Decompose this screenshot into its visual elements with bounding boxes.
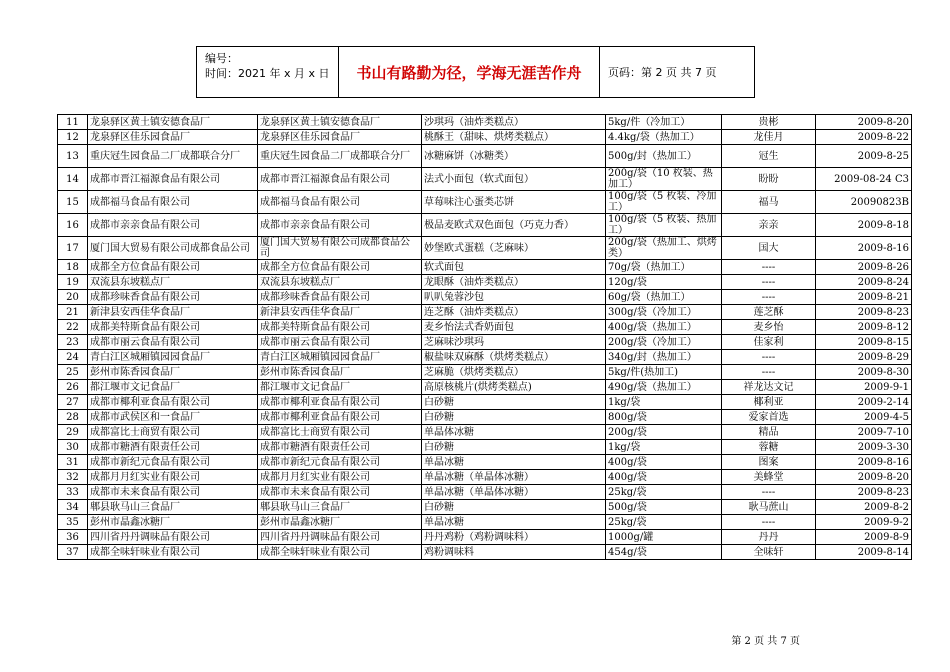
product-name-cell: 桃酥王（甜味、烘烤类糕点） bbox=[422, 130, 606, 145]
table-row bbox=[58, 545, 912, 560]
row-number-cell: 12 bbox=[58, 130, 88, 145]
table-row bbox=[58, 275, 912, 290]
brand-cell: 美蜂堂 bbox=[722, 470, 816, 485]
producer-cell: 龙泉驿区黄土镇安德食品厂 bbox=[258, 115, 422, 130]
spec-cell: 500g/袋 bbox=[606, 500, 722, 515]
product-name-cell: 法式小面包（软式面包） bbox=[422, 168, 606, 191]
spec-cell: 1kg/袋 bbox=[606, 440, 722, 455]
company-cell: 四川省丹丹调味品有限公司 bbox=[88, 530, 258, 545]
production-date-cell: 2009-8-30 bbox=[816, 365, 912, 380]
row-number-cell: 37 bbox=[58, 545, 88, 560]
production-date-cell: 2009-8-12 bbox=[816, 320, 912, 335]
spec-cell: 400g/袋 bbox=[606, 455, 722, 470]
company-cell: 成都全方位食品有限公司 bbox=[88, 260, 258, 275]
row-number-cell: 26 bbox=[58, 380, 88, 395]
brand-cell: 亲亲 bbox=[722, 214, 816, 237]
spec-cell: 340g/封（热加工） bbox=[606, 350, 722, 365]
producer-cell: 厦门国大贸易有限公司成都食品公司 bbox=[258, 237, 422, 260]
spec-cell: 60g/袋（热加工） bbox=[606, 290, 722, 305]
row-number-cell: 20 bbox=[58, 290, 88, 305]
table-row bbox=[58, 335, 912, 350]
producer-cell: 成都市椰利亚食品有限公司 bbox=[258, 410, 422, 425]
table-row bbox=[58, 305, 912, 320]
table-row bbox=[58, 260, 912, 275]
product-name-cell: 单晶冰糖 bbox=[422, 515, 606, 530]
table-row bbox=[58, 455, 912, 470]
brand-cell: ---- bbox=[722, 365, 816, 380]
company-cell: 彭州市晶鑫冰糖厂 bbox=[88, 515, 258, 530]
row-number-cell: 23 bbox=[58, 335, 88, 350]
production-date-cell: 2009-8-22 bbox=[816, 130, 912, 145]
spec-cell: 25kg/袋 bbox=[606, 485, 722, 500]
spec-cell: 25kg/袋 bbox=[606, 515, 722, 530]
product-name-cell: 椒盐味双麻酥（烘烤类糕点） bbox=[422, 350, 606, 365]
spec-cell: 1000g/罐 bbox=[606, 530, 722, 545]
brand-cell: ---- bbox=[722, 275, 816, 290]
producer-cell: 郫县耿马山三食品厂 bbox=[258, 500, 422, 515]
producer-cell: 成都市丽云食品有限公司 bbox=[258, 335, 422, 350]
production-date-cell: 2009-9-1 bbox=[816, 380, 912, 395]
table-row bbox=[58, 320, 912, 335]
spec-cell: 490g/袋（热加工） bbox=[606, 380, 722, 395]
production-date-cell: 20090823B bbox=[816, 191, 912, 214]
row-number-cell: 19 bbox=[58, 275, 88, 290]
company-cell: 成都市未来食品有限公司 bbox=[88, 485, 258, 500]
table-row bbox=[58, 214, 912, 237]
spec-cell: 100g/袋（5 枚装、冷加工） bbox=[606, 191, 722, 214]
brand-cell: 龙佳月 bbox=[722, 130, 816, 145]
producer-cell: 成都富比士商贸有限公司 bbox=[258, 425, 422, 440]
row-number-cell: 29 bbox=[58, 425, 88, 440]
row-number-cell: 27 bbox=[58, 395, 88, 410]
table-row bbox=[58, 191, 912, 214]
product-name-cell: 单晶冰糖 bbox=[422, 455, 606, 470]
table-row bbox=[58, 290, 912, 305]
producer-cell: 成都市新纪元食品有限公司 bbox=[258, 455, 422, 470]
production-date-cell: 2009-8-23 bbox=[816, 305, 912, 320]
spec-cell: 200g/袋（10 枚装、热加工） bbox=[606, 168, 722, 191]
product-name-cell: 芝麻脆（烘烤类糕点） bbox=[422, 365, 606, 380]
company-cell: 龙泉驿区黄土镇安德食品厂 bbox=[88, 115, 258, 130]
row-number-cell: 33 bbox=[58, 485, 88, 500]
row-number-cell: 11 bbox=[58, 115, 88, 130]
brand-cell: 图案 bbox=[722, 455, 816, 470]
spec-cell: 200g/袋（热加工、烘烤类） bbox=[606, 237, 722, 260]
producer-cell: 成都珍味香食品有限公司 bbox=[258, 290, 422, 305]
company-cell: 成都市糖酒有限责任公司 bbox=[88, 440, 258, 455]
production-date-cell: 2009-4-5 bbox=[816, 410, 912, 425]
producer-cell: 成都市椰利亚食品有限公司 bbox=[258, 395, 422, 410]
table-row bbox=[58, 410, 912, 425]
page-code: 页码：第 2 页 共 7 页 bbox=[608, 66, 717, 79]
producer-cell: 成都全方位食品有限公司 bbox=[258, 260, 422, 275]
brand-cell: 爱家首选 bbox=[722, 410, 816, 425]
brand-cell: ---- bbox=[722, 515, 816, 530]
table-row bbox=[58, 485, 912, 500]
production-date-cell: 2009-8-16 bbox=[816, 455, 912, 470]
company-cell: 都江堰市文记食品厂 bbox=[88, 380, 258, 395]
producer-cell: 彭州市晶鑫冰糖厂 bbox=[258, 515, 422, 530]
table-row bbox=[58, 425, 912, 440]
production-date-cell: 2009-8-23 bbox=[816, 485, 912, 500]
header-motto: 书山有路勤为径，学海无涯苦作舟 bbox=[339, 47, 600, 97]
producer-cell: 都江堰市文记食品厂 bbox=[258, 380, 422, 395]
producer-cell: 成都全味轩味业有限公司 bbox=[258, 545, 422, 560]
company-cell: 成都市新纪元食品有限公司 bbox=[88, 455, 258, 470]
table-row bbox=[58, 365, 912, 380]
company-cell: 成都珍味香食品有限公司 bbox=[88, 290, 258, 305]
spec-cell: 500g/封（热加工） bbox=[606, 145, 722, 168]
product-name-cell: 单晶冰糖（单晶体冰糖） bbox=[422, 485, 606, 500]
production-date-cell: 2009-8-24 bbox=[816, 275, 912, 290]
row-number-cell: 25 bbox=[58, 365, 88, 380]
product-name-cell: 极品麦欧式双色面包（巧克力香） bbox=[422, 214, 606, 237]
row-number-cell: 16 bbox=[58, 214, 88, 237]
production-date-cell: 2009-9-2 bbox=[816, 515, 912, 530]
company-cell: 成都市武侯区和一食品厂 bbox=[88, 410, 258, 425]
company-cell: 双流县东坡糕点厂 bbox=[88, 275, 258, 290]
production-date-cell: 2009-8-15 bbox=[816, 335, 912, 350]
company-cell: 新津县安西佳华食品厂 bbox=[88, 305, 258, 320]
row-number-cell: 21 bbox=[58, 305, 88, 320]
brand-cell: 贵彬 bbox=[722, 115, 816, 130]
producer-cell: 龙泉驿区佳乐园食品厂 bbox=[258, 130, 422, 145]
product-name-cell: 白砂糖 bbox=[422, 395, 606, 410]
product-name-cell: 单晶体冰糖 bbox=[422, 425, 606, 440]
production-date-cell: 2009-8-18 bbox=[816, 214, 912, 237]
brand-cell: 丹丹 bbox=[722, 530, 816, 545]
table-row bbox=[58, 500, 912, 515]
spec-cell: 70g/袋（热加工） bbox=[606, 260, 722, 275]
product-name-cell: 高原核桃片(烘烤类糕点) bbox=[422, 380, 606, 395]
producer-cell: 彭州市陈香园食品厂 bbox=[258, 365, 422, 380]
brand-cell: 精品 bbox=[722, 425, 816, 440]
company-cell: 成都市亲亲食品有限公司 bbox=[88, 214, 258, 237]
row-number-cell: 31 bbox=[58, 455, 88, 470]
producer-cell: 青白江区城厢镇园园食品厂 bbox=[258, 350, 422, 365]
production-date-cell: 2009-3-30 bbox=[816, 440, 912, 455]
brand-cell: 耿马蔗山 bbox=[722, 500, 816, 515]
production-date-cell: 2009-8-26 bbox=[816, 260, 912, 275]
product-name-cell: 龙眼酥（油炸类糕点） bbox=[422, 275, 606, 290]
company-cell: 成都市丽云食品有限公司 bbox=[88, 335, 258, 350]
company-cell: 彭州市陈香园食品厂 bbox=[88, 365, 258, 380]
product-name-cell: 白砂糖 bbox=[422, 500, 606, 515]
product-name-cell: 叭叭兔蓉沙包 bbox=[422, 290, 606, 305]
product-name-cell: 冰糖麻饼（冰糖类） bbox=[422, 145, 606, 168]
product-name-cell: 草莓味注心蛋类芯饼 bbox=[422, 191, 606, 214]
spec-cell: 5kg/件（冷加工） bbox=[606, 115, 722, 130]
table-row bbox=[58, 530, 912, 545]
table-row bbox=[58, 440, 912, 455]
table-row bbox=[58, 237, 912, 260]
production-date-cell: 2009-8-21 bbox=[816, 290, 912, 305]
row-number-cell: 15 bbox=[58, 191, 88, 214]
company-cell: 成都全味轩味业有限公司 bbox=[88, 545, 258, 560]
spec-cell: 4.4kg/袋（热加工） bbox=[606, 130, 722, 145]
product-name-cell: 沙琪玛（油炸类糕点） bbox=[422, 115, 606, 130]
producer-cell: 成都月月红实业有限公司 bbox=[258, 470, 422, 485]
production-date-cell: 2009-8-20 bbox=[816, 470, 912, 485]
product-name-cell: 麦乡怡法式香奶面包 bbox=[422, 320, 606, 335]
brand-cell: 福马 bbox=[722, 191, 816, 214]
table-row bbox=[58, 115, 912, 130]
product-name-cell: 芝麻味沙琪玛 bbox=[422, 335, 606, 350]
table-row bbox=[58, 130, 912, 145]
production-date-cell: 2009-7-10 bbox=[816, 425, 912, 440]
product-name-cell: 单晶冰糖（单晶体冰糖） bbox=[422, 470, 606, 485]
production-date-cell: 2009-8-29 bbox=[816, 350, 912, 365]
spec-cell: 120g/袋 bbox=[606, 275, 722, 290]
brand-cell: 麦乡怡 bbox=[722, 320, 816, 335]
company-cell: 成都富比士商贸有限公司 bbox=[88, 425, 258, 440]
spec-cell: 200g/袋（冷加工） bbox=[606, 335, 722, 350]
producer-cell: 四川省丹丹调味品有限公司 bbox=[258, 530, 422, 545]
table-row bbox=[58, 145, 912, 168]
row-number-cell: 17 bbox=[58, 237, 88, 260]
product-table bbox=[57, 114, 912, 560]
row-number-cell: 24 bbox=[58, 350, 88, 365]
spec-cell: 400g/袋（热加工） bbox=[606, 320, 722, 335]
company-cell: 青白江区城厢镇园园食品厂 bbox=[88, 350, 258, 365]
production-date-cell: 2009-08-24 C3 bbox=[816, 168, 912, 191]
row-number-cell: 22 bbox=[58, 320, 88, 335]
brand-cell: 佳家利 bbox=[722, 335, 816, 350]
brand-cell: 椰利亚 bbox=[722, 395, 816, 410]
company-cell: 厦门国大贸易有限公司成都食品公司 bbox=[88, 237, 258, 260]
table-row bbox=[58, 380, 912, 395]
row-number-cell: 32 bbox=[58, 470, 88, 485]
spec-cell: 800g/袋 bbox=[606, 410, 722, 425]
product-name-cell: 妙堡欧式蛋糕（芝麻味） bbox=[422, 237, 606, 260]
spec-cell: 5kg/件(热加工) bbox=[606, 365, 722, 380]
row-number-cell: 28 bbox=[58, 410, 88, 425]
table-row bbox=[58, 470, 912, 485]
page-footer: 第 2 页 共 7 页 bbox=[731, 636, 800, 647]
row-number-cell: 13 bbox=[58, 145, 88, 168]
product-name-cell: 白砂糖 bbox=[422, 410, 606, 425]
production-date-cell: 2009-8-9 bbox=[816, 530, 912, 545]
row-number-cell: 18 bbox=[58, 260, 88, 275]
producer-cell: 成都市糖酒有限责任公司 bbox=[258, 440, 422, 455]
producer-cell: 双流县东坡糕点厂 bbox=[258, 275, 422, 290]
company-cell: 成都市椰利亚食品有限公司 bbox=[88, 395, 258, 410]
company-cell: 龙泉驿区佳乐园食品厂 bbox=[88, 130, 258, 145]
header-meta bbox=[197, 47, 339, 97]
table-row bbox=[58, 350, 912, 365]
production-date-cell: 2009-8-25 bbox=[816, 145, 912, 168]
producer-cell: 成都福马食品有限公司 bbox=[258, 191, 422, 214]
brand-cell: ---- bbox=[722, 350, 816, 365]
brand-cell: ---- bbox=[722, 290, 816, 305]
product-name-cell: 白砂糖 bbox=[422, 440, 606, 455]
table-row bbox=[58, 515, 912, 530]
brand-cell: ---- bbox=[722, 260, 816, 275]
spec-cell: 100g/袋（5 枚装、热加工） bbox=[606, 214, 722, 237]
brand-cell: 蓉糖 bbox=[722, 440, 816, 455]
product-name-cell: 软式面包 bbox=[422, 260, 606, 275]
brand-cell: 莲芝酥 bbox=[722, 305, 816, 320]
spec-cell: 300g/袋（冷加工） bbox=[606, 305, 722, 320]
company-cell: 成都月月红实业有限公司 bbox=[88, 470, 258, 485]
table-row bbox=[58, 395, 912, 410]
company-cell: 重庆冠生园食品二厂成都联合分厂 bbox=[88, 145, 258, 168]
table-body bbox=[58, 115, 912, 560]
producer-cell: 成都市未来食品有限公司 bbox=[258, 485, 422, 500]
production-date-cell: 2009-2-14 bbox=[816, 395, 912, 410]
brand-cell: 全味轩 bbox=[722, 545, 816, 560]
time-label: 时间：2021 年 x 月 x 日 bbox=[205, 67, 330, 80]
brand-cell: ---- bbox=[722, 485, 816, 500]
spec-cell: 400g/袋 bbox=[606, 470, 722, 485]
company-cell: 郫县耿马山三食品厂 bbox=[88, 500, 258, 515]
row-number-cell: 34 bbox=[58, 500, 88, 515]
producer-cell: 成都市晋江福源食品有限公司 bbox=[258, 168, 422, 191]
brand-cell: 祥龙达文记 bbox=[722, 380, 816, 395]
production-date-cell: 2009-8-14 bbox=[816, 545, 912, 560]
spec-cell: 454g/袋 bbox=[606, 545, 722, 560]
spec-cell: 200g/袋 bbox=[606, 425, 722, 440]
number-label: 编号： bbox=[205, 52, 238, 65]
row-number-cell: 35 bbox=[58, 515, 88, 530]
row-number-cell: 30 bbox=[58, 440, 88, 455]
company-cell: 成都福马食品有限公司 bbox=[88, 191, 258, 214]
production-date-cell: 2009-8-2 bbox=[816, 500, 912, 515]
producer-cell: 新津县安西佳华食品厂 bbox=[258, 305, 422, 320]
product-name-cell: 丹丹鸡粉（鸡粉调味料） bbox=[422, 530, 606, 545]
company-cell: 成都美特斯食品有限公司 bbox=[88, 320, 258, 335]
row-number-cell: 14 bbox=[58, 168, 88, 191]
producer-cell: 成都美特斯食品有限公司 bbox=[258, 320, 422, 335]
brand-cell: 盼盼 bbox=[722, 168, 816, 191]
producer-cell: 重庆冠生园食品二厂成都联合分厂 bbox=[258, 145, 422, 168]
table-row bbox=[58, 168, 912, 191]
production-date-cell: 2009-8-20 bbox=[816, 115, 912, 130]
company-cell: 成都市晋江福源食品有限公司 bbox=[88, 168, 258, 191]
page-header bbox=[196, 46, 755, 98]
production-date-cell: 2009-8-16 bbox=[816, 237, 912, 260]
row-number-cell: 36 bbox=[58, 530, 88, 545]
product-name-cell: 连芝酥（油炸类糕点） bbox=[422, 305, 606, 320]
producer-cell: 成都市亲亲食品有限公司 bbox=[258, 214, 422, 237]
brand-cell: 冠生 bbox=[722, 145, 816, 168]
spec-cell: 1kg/袋 bbox=[606, 395, 722, 410]
brand-cell: 国大 bbox=[722, 237, 816, 260]
product-name-cell: 鸡粉调味料 bbox=[422, 545, 606, 560]
